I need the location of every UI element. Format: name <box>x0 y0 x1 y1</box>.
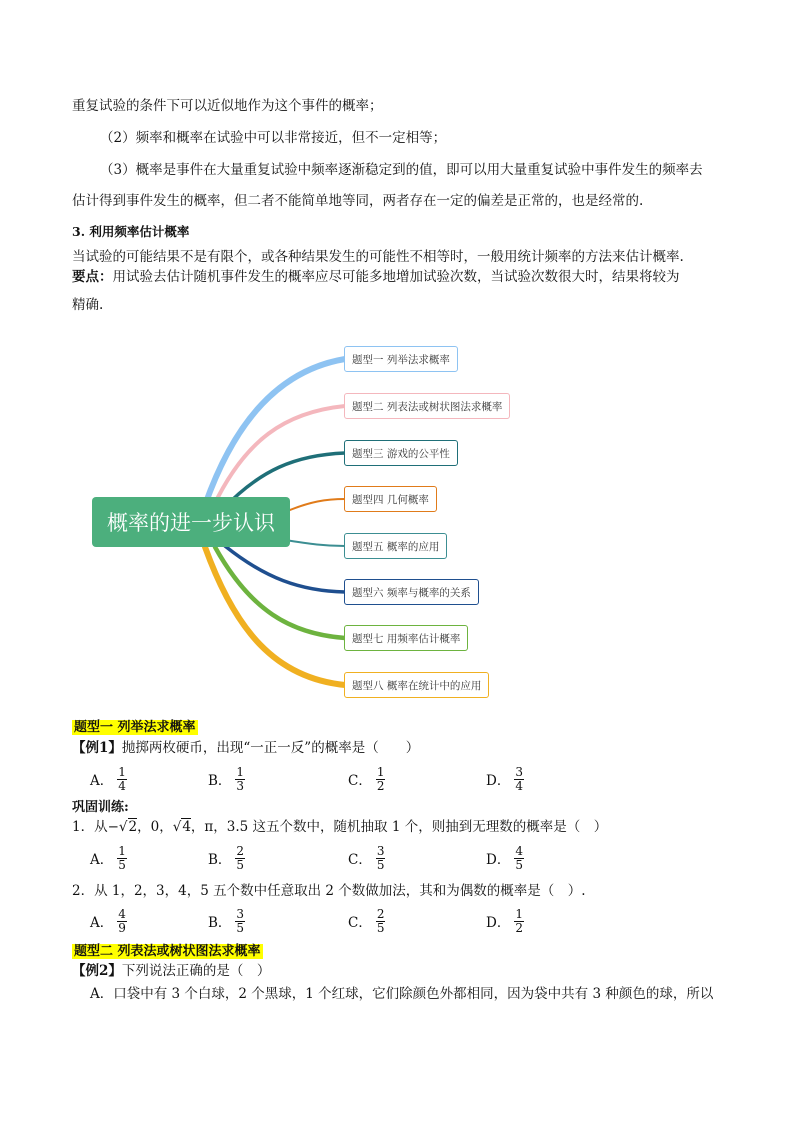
section-paragraph: 当试验的可能结果不是有限个，或各种结果发生的可能性不相等时，一般用统计频率的方法来估计概率. <box>72 249 684 265</box>
ex1-choice-c: C． $\frac{1}{2}$ <box>348 764 385 793</box>
example1-text: 抛掷两枚硬币，出现“一正一反”的概率是（ ） <box>121 740 420 756</box>
practice-label: 巩固训练: <box>72 800 129 815</box>
example2-text: 下列说法正确的是（ ） <box>121 963 271 979</box>
q1-choice-d: D． $\frac{4}{5}$ <box>486 843 523 872</box>
ex1-choice-d: D． $\frac{3}{4}$ <box>486 764 523 793</box>
branch-4 <box>290 499 345 510</box>
section-heading: 3. 利用频率估计概率 <box>72 224 190 239</box>
key-point-line-2: 精确. <box>72 297 104 313</box>
type1-heading <box>72 719 198 737</box>
branch-7 <box>215 547 345 638</box>
q1-choice-a: A． $\frac{1}{5}$ <box>90 843 126 872</box>
example1-question <box>72 739 419 757</box>
branch-5 <box>285 540 345 546</box>
example1-label: 【例1】 <box>72 740 122 756</box>
key-point-label: 要点： <box>72 269 113 285</box>
example2-option-a: A．口袋中有 3 个白球，2 个黑球，1 个红球，它们除颜色外都相同，因为袋中共有 3 种颜色的球，所以 <box>90 986 714 1002</box>
ex1-choice-a: A． $\frac{1}{4}$ <box>90 764 126 793</box>
mindmap-node-6: 题型六 频率与概率的关系 <box>344 579 479 605</box>
q1-choice-c: C． $\frac{3}{5}$ <box>348 843 385 872</box>
q2-choice-a: A． $\frac{4}{9}$ <box>90 906 126 935</box>
type1-title: 题型一 列举法求概率 <box>74 720 196 735</box>
type2-title: 题型二 列表法或树状图法求概率 <box>74 944 261 959</box>
q2-choice-d: D． $\frac{1}{2}$ <box>486 906 523 935</box>
practice-q1: 1．从−√2，0，√4，π，3.5 这五个数中，随机抽取 1 个，则抽到无理数的概率是（ ） <box>72 819 608 835</box>
mindmap-node-7: 题型七 用频率估计概率 <box>344 625 468 651</box>
intro-line-1: 重复试验的条件下可以近似地作为这个事件的概率； <box>72 98 383 114</box>
key-point-text: 用试验去估计随机事件发生的概率应尽可能多地增加试验次数，当试验次数很大时，结果将较为 <box>112 269 680 285</box>
q2-choice-c: C． $\frac{2}{5}$ <box>348 906 385 935</box>
type2-heading <box>72 943 263 961</box>
mindmap-node-1: 题型一 列举法求概率 <box>344 346 458 372</box>
q2-choice-b: B． $\frac{3}{5}$ <box>208 906 245 935</box>
mindmap-node-2: 题型二 列表法或树状图法求概率 <box>344 393 510 419</box>
practice-q2: 2．从 1，2，3，4，5 五个数中任意取出 2 个数做加法，其和为偶数的概率是（ ）. <box>72 883 586 899</box>
example2-question <box>72 962 270 980</box>
mindmap-node-5: 题型五 概率的应用 <box>344 533 447 559</box>
ex1-choice-b: B． $\frac{1}{3}$ <box>208 764 245 793</box>
intro-line-3: （3）概率是事件在大量重复试验中频率逐渐稳定到的值，即可以用大量重复试验中事件发生的频率去 <box>100 162 703 178</box>
mindmap-node-3: 题型三 游戏的公平性 <box>344 440 458 466</box>
intro-line-2: （2）频率和概率在试验中可以非常接近，但不一定相等； <box>100 130 447 146</box>
mindmap-root: 概率的进一步认识 <box>92 497 290 547</box>
mindmap-node-8: 题型八 概率在统计中的应用 <box>344 672 489 698</box>
mindmap-node-4: 题型四 几何概率 <box>344 486 437 512</box>
example2-label: 【例2】 <box>72 963 122 979</box>
q1-choice-b: B． $\frac{2}{5}$ <box>208 843 245 872</box>
intro-line-4: 估计得到事件发生的概率，但二者不能简单地等同，两者存在一定的偏差是正常的，也是经常的. <box>72 193 644 209</box>
branch-2 <box>213 406 345 507</box>
